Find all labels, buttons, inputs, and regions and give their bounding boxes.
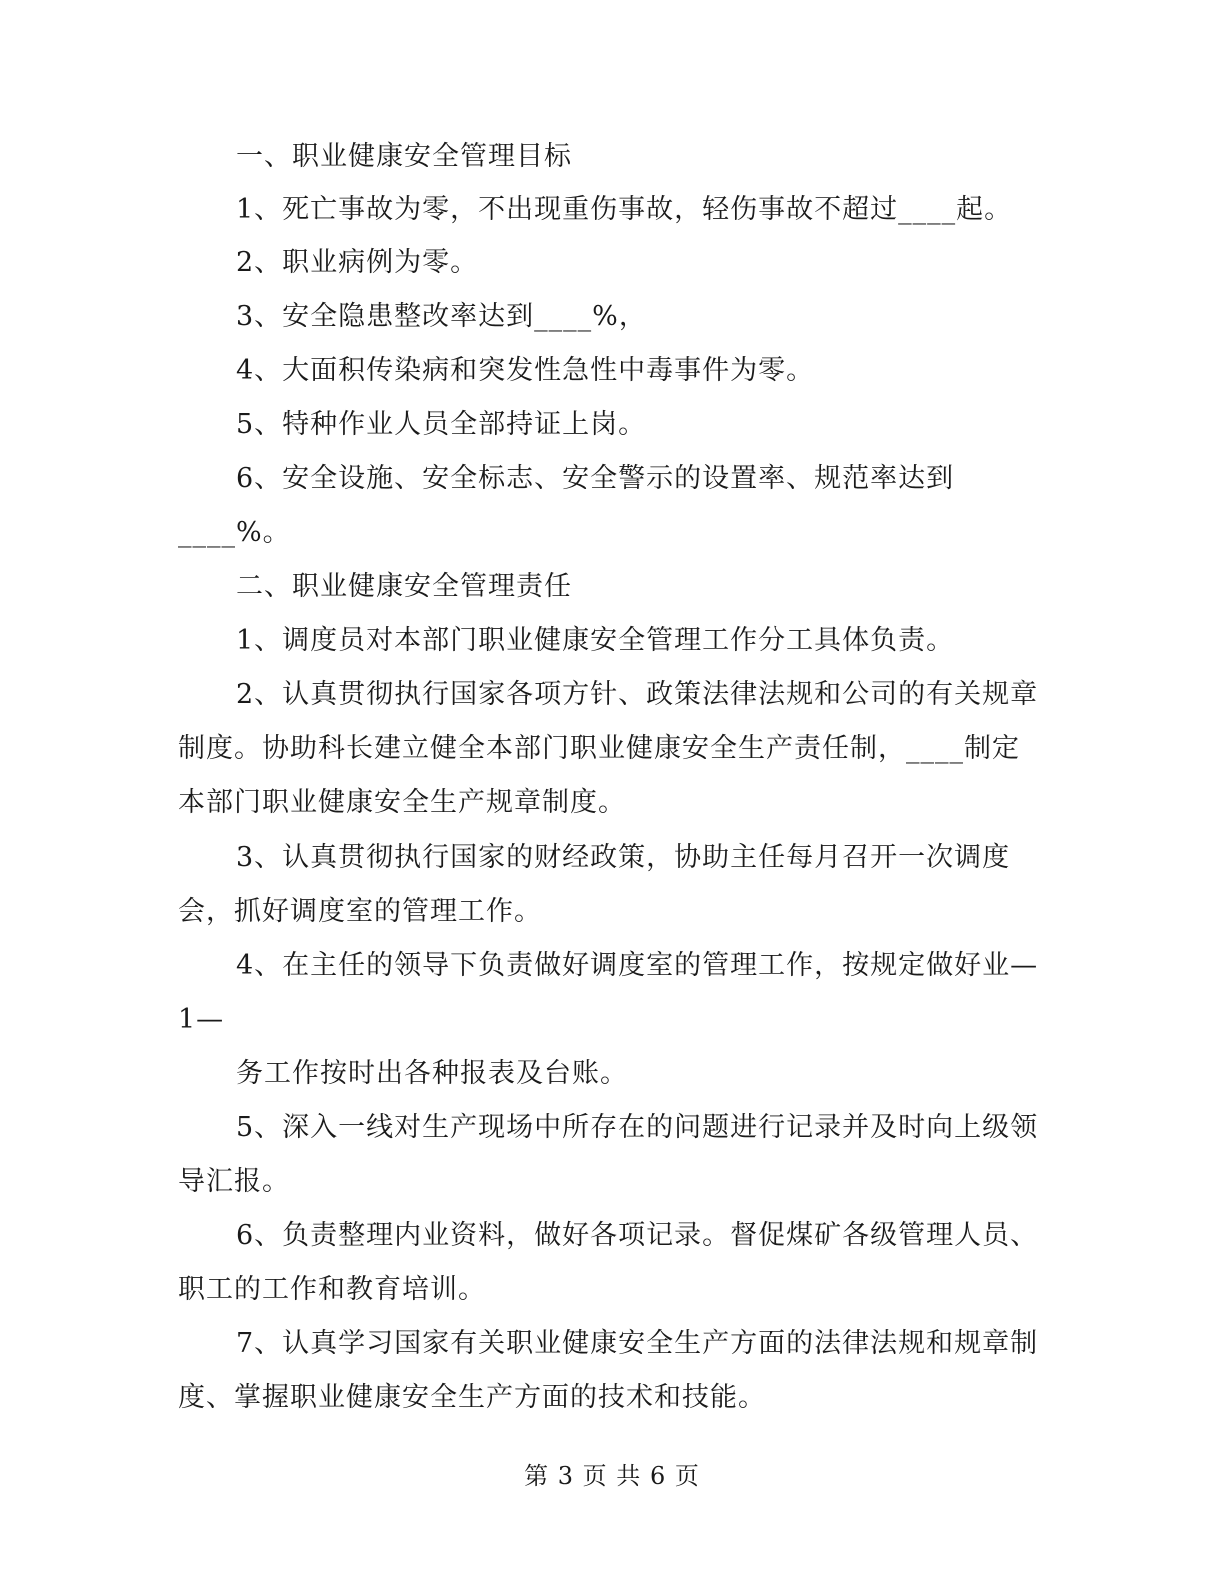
- paragraph-line: 会，抓好调度室的管理工作。: [178, 896, 542, 927]
- paragraph-line: 2、职业病例为零。: [236, 247, 479, 278]
- paragraph-line: 度、掌握职业健康安全生产方面的技术和技能。: [178, 1382, 766, 1413]
- paragraph-line: ____%。: [178, 517, 291, 548]
- paragraph-line: 务工作按时出各种报表及台账。: [236, 1058, 628, 1089]
- section-heading-goals: 一、职业健康安全管理目标: [236, 141, 572, 172]
- paragraph-line: 5、深入一线对生产现场中所存在的问题进行记录并及时向上级领: [236, 1112, 1039, 1143]
- paragraph-line: 6、安全设施、安全标志、安全警示的设置率、规范率达到: [236, 463, 955, 494]
- paragraph-line: 职工的工作和教育培训。: [178, 1274, 486, 1305]
- paragraph-line: 4、大面积传染病和突发性急性中毒事件为零。: [236, 355, 815, 386]
- paragraph-line: 4、在主任的领导下负责做好调度室的管理工作，按规定做好业—: [236, 950, 1039, 981]
- paragraph-line: 导汇报。: [178, 1166, 290, 1197]
- paragraph-line: 2、认真贯彻执行国家各项方针、政策法律法规和公司的有关规章: [236, 679, 1039, 710]
- paragraph-line: 制度。协助科长建立健全本部门职业健康安全生产责任制，____制定: [178, 733, 1020, 764]
- paragraph-line: 1、调度员对本部门职业健康安全管理工作分工具体负责。: [236, 625, 955, 656]
- paragraph-line: 3、安全隐患整改率达到____%，: [236, 301, 647, 332]
- paragraph-line: 本部门职业健康安全生产规章制度。: [178, 787, 626, 818]
- page-footer: 第 3 页 共 6 页: [524, 1462, 700, 1490]
- paragraph-line: 7、认真学习国家有关职业健康安全生产方面的法律法规和规章制: [236, 1328, 1039, 1359]
- paragraph-line: 6、负责整理内业资料，做好各项记录。督促煤矿各级管理人员、: [236, 1220, 1039, 1251]
- inline-page-marker: 1—: [178, 1004, 225, 1035]
- paragraph-line: 5、特种作业人员全部持证上岗。: [236, 409, 647, 440]
- paragraph-line: 3、认真贯彻执行国家的财经政策，协助主任每月召开一次调度: [236, 842, 1011, 873]
- section-heading-responsibility: 二、职业健康安全管理责任: [236, 571, 572, 602]
- paragraph-line: 1、死亡事故为零，不出现重伤事故，轻伤事故不超过____起。: [236, 194, 1013, 225]
